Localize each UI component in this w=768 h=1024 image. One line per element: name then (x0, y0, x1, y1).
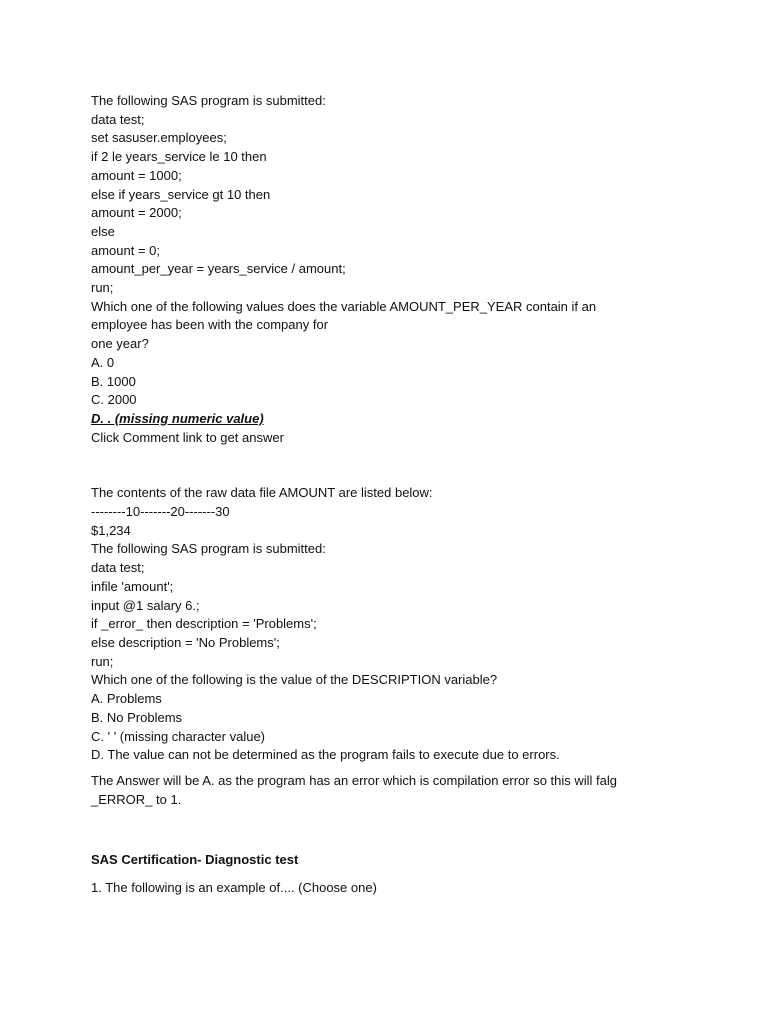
question-block-2 (91, 484, 691, 809)
text-line: The following SAS program is submitted: (91, 541, 326, 557)
option-b: B. 1000 (91, 373, 136, 389)
data-line: $1,234 (91, 522, 131, 538)
text-line: The contents of the raw data file AMOUNT are listed below: (91, 485, 433, 501)
code-line: data test; (91, 111, 145, 127)
correct-answer-option-d: D. . (missing numeric value) (91, 410, 264, 426)
option-a: A. 0 (91, 354, 115, 370)
code-line: amount = 1000; (91, 167, 182, 183)
code-line: run; (91, 653, 114, 669)
spacer (91, 870, 691, 879)
section-heading: SAS Certification- Diagnostic test (91, 852, 299, 868)
question-block-1 (91, 92, 691, 447)
code-line: set sasuser.employees; (91, 130, 227, 146)
code-line: input @1 salary 6.; (91, 597, 200, 613)
ruler-line: --------10-------20-------30 (91, 504, 230, 520)
code-line: else if years_service gt 10 then (91, 186, 271, 202)
question-text: 1. The following is an example of.... (Choose one) (91, 880, 377, 896)
code-line: infile 'amount'; (91, 578, 174, 594)
option-c: C. 2000 (91, 392, 137, 408)
explanation-line: The Answer will be A. as the program has an error which is compilation error so this will falg (91, 772, 617, 788)
answer-explanation (91, 772, 691, 809)
text-line: The following SAS program is submitted: (91, 93, 326, 108)
option-d: D. The value can not be determined as the program fails to execute due to errors. (91, 747, 560, 763)
code-line: data test; (91, 560, 145, 576)
code-line: else (91, 223, 115, 239)
code-line: if _error_ then description = 'Problems'; (91, 616, 317, 632)
explanation-line: _ERROR_ to 1. (91, 791, 182, 807)
comment-link-note: Click Comment link to get answer (91, 429, 284, 445)
option-b: B. No Problems (91, 709, 183, 725)
option-c: C. ' ' (missing character value) (91, 728, 266, 744)
code-line: else description = 'No Problems'; (91, 634, 280, 650)
question-text: one year? (91, 336, 149, 352)
document-page (91, 92, 691, 898)
code-line: run; (91, 280, 114, 296)
code-line: amount_per_year = years_service / amount; (91, 261, 346, 277)
code-line: if 2 le years_service le 10 then (91, 149, 267, 165)
option-a: A. Problems (91, 691, 162, 707)
question-text: Which one of the following values does the variable AMOUNT_PER_YEAR contain if an (91, 298, 597, 314)
question-text: Which one of the following is the value of the DESCRIPTION variable? (91, 672, 498, 688)
spacer (91, 447, 691, 484)
code-line: amount = 0; (91, 242, 161, 258)
question-text: employee has been with the company for (91, 317, 329, 333)
code-line: amount = 2000; (91, 205, 182, 221)
spacer (91, 809, 691, 851)
diagnostic-test-block (91, 851, 691, 897)
